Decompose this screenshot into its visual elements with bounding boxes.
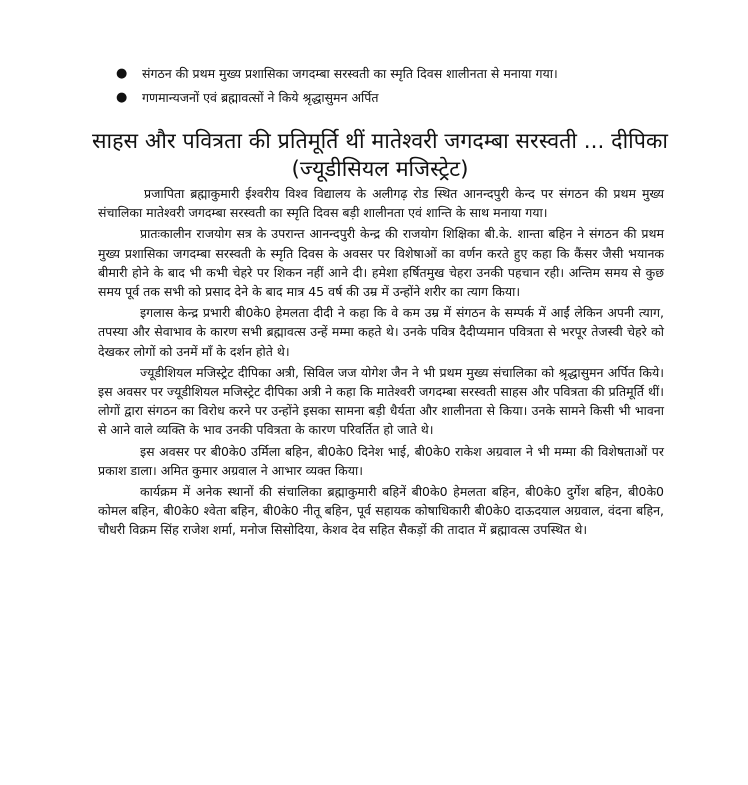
summary-bullet-list bbox=[112, 64, 672, 112]
article-paragraph: ज्यूडीशियल मजिस्ट्रेट दीपिका अत्री, सिविल जज योगेश जैन ने भी प्रथम मुख्य संचालिका को श्रृद्धासुमन अर्पित किये। इस अवसर पर ज्यूडीशियल मजिस्ट्रेट दीपिका अत्री ने कहा कि मातेश्वरी जगदम्बा सरस्वती साहस और पवित्रता की प्रतिमूर्ति थीं। लोगों द्वारा संगठन का विरोध करने पर उन्होंने इसका सामना बड़ी धैर्यता और शालीनता से किया। उनके सामने किसी भी भावना से आने वाले व्यक्ति के भाव उनकी पवित्रता के कारण परिवर्तित हो जाते थे। bbox=[98, 364, 664, 438]
article-paragraph: प्रजापिता ब्रह्माकुमारी ईश्वरीय विश्व विद्यालय के अलीगढ़ रोड स्थित आनन्दपुरी केन्द पर संगठन की प्रथम मुख्य संचालिका मातेश्वरी जगदम्बा सरस्वती का स्मृति दिवस बड़ी शालीनता एवं शान्ति के साथ मनाया गया। bbox=[98, 186, 664, 221]
article-body bbox=[98, 184, 664, 542]
summary-bullet-item bbox=[112, 88, 672, 107]
bullet-icon: ● bbox=[116, 66, 128, 81]
article-headline: साहस और पवित्रता की प्रतिमूर्ति थीं मातेश्वरी जगदम्बा सरस्वती ... दीपिका (ज्यूडीसियल मजिस्ट्रेट) bbox=[92, 129, 668, 182]
article-paragraph: प्रातःकालीन राजयोग सत्र के उपरान्त आनन्दपुरी केन्द्र की राजयोग शिक्षिका बी.के. शान्ता बहिन ने संगठन की प्रथम मुख्य प्रशासिका जगदम्बा सरस्वती के स्मृति दिवस के अवसर पर विशेषाओं का वर्णन करते हुए कहा कि कैंसर जैसी भयानक बीमारी होने के बाद भी कभी चेहरे पर शिकन नहीं आने दी। हमेशा हर्षितमुख चेहरा उनकी पहचान रही। अन्तिम समय से कुछ समय पूर्व तक सभी को प्रसाद देने के बाद मात्र 45 वर्ष की उम्र में उन्होंने शरीर का त्याग किया। bbox=[98, 226, 664, 300]
summary-bullet-text: संगठन की प्रथम मुख्य प्रशासिका जगदम्बा सरस्वती का स्मृति दिवस शालीनता से मनाया गया। bbox=[142, 66, 558, 81]
bullet-icon: ● bbox=[116, 90, 128, 105]
summary-bullet-text: गणमान्यजनों एवं ब्रह्मावत्सों ने किये श्रृद्धासुमन अर्पित bbox=[142, 90, 379, 105]
article-paragraph: इगलास केन्द्र प्रभारी बी0के0 हेमलता दीदी ने कहा कि वे कम उम्र में संगठन के सम्पर्क में आईं लेकिन अपनी त्याग, तपस्या और सेवाभाव के कारण सभी ब्रह्मावत्स उन्हें मम्मा कहते थे। उनके पवित्र दैदीप्यमान पवित्रता से भरपूर तेजस्वी चेहरे को देखकर लोगों को उनमें माँ के दर्शन होते थे। bbox=[98, 305, 664, 359]
article-paragraph: इस अवसर पर बी0के0 उर्मिला बहिन, बी0के0 दिनेश भाई, बी0के0 राकेश अग्रवाल ने भी मम्मा की विशेषताओं पर प्रकाश डाला। अमित कुमार अग्रवाल ने आभार व्यक्त किया। bbox=[98, 443, 664, 478]
article-paragraph: कार्यक्रम में अनेक स्थानों की संचालिका ब्रह्माकुमारी बहिनें बी0के0 हेमलता बहिन, बी0के0 दुर्गेश बहिन, बी0के0 कोमल बहिन, बी0के0 श्वेता बहिन, बी0के0 नीतू बहिन, पूर्व सहायक कोषाधिकारी बी0के0 दाऊदयाल अग्रवाल, वंदना बहिन, चौधरी विक्रम सिंह राजेश शर्मा, मनोज सिसोदिया, केशव देव सहित सैकड़ों की तादात में ब्रह्मावत्स उपस्थित थे। bbox=[98, 484, 664, 538]
summary-bullet-item bbox=[112, 64, 672, 83]
